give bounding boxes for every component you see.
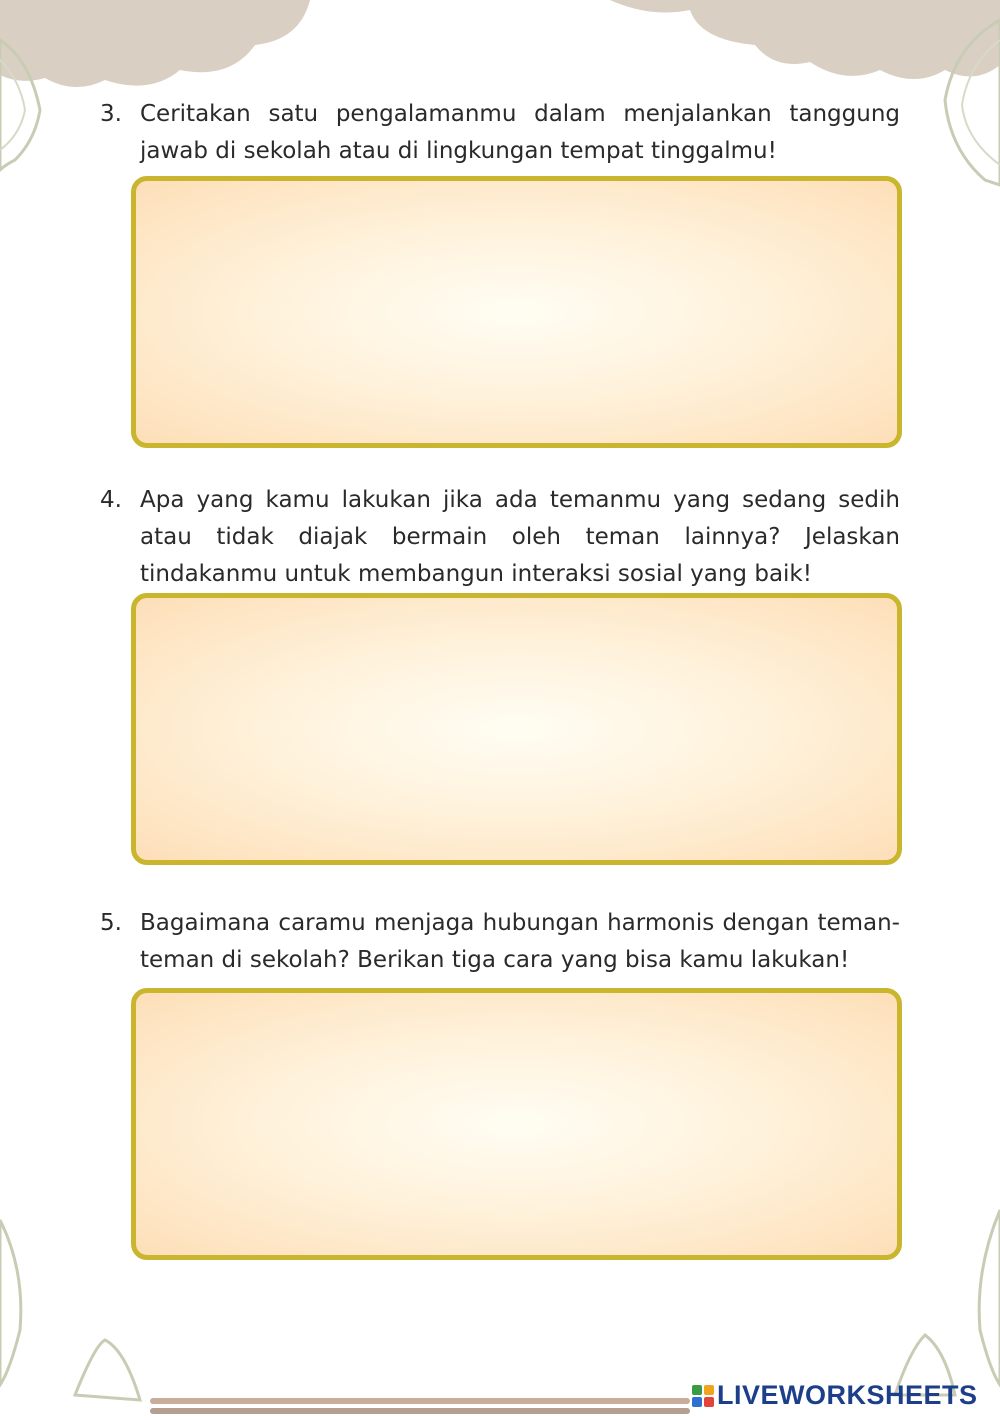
question-text: Bagaimana caramu menjaga hubungan harmonis dengan teman-teman di sekolah? Berikan tiga cara yang bisa kamu lakukan! [140,910,900,973]
liveworksheets-brand [692,1380,978,1411]
question-number: 5. [100,910,122,936]
top-right-leaf-ornament [945,20,1000,185]
question-3 [100,96,900,170]
brand-name: LIVEWORKSHEETS [717,1380,978,1410]
question-text: Apa yang kamu lakukan jika ada temanmu yang sedang sedih atau tidak diajak bermain oleh teman lainnya? Jelaskan tindakanmu untuk membangun interaksi sosial yang baik! [140,487,900,587]
top-left-leaf-ornament [0,40,40,170]
question-4 [100,482,900,593]
bottom-pattern-border [150,1398,690,1414]
question-5 [100,905,900,979]
answer-box-4[interactable] [131,593,902,865]
liveworksheets-logo-icon [692,1385,714,1407]
question-text: Ceritakan satu pengalamanmu dalam menjalankan tanggung jawab di sekolah atau di lingkungan tempat tinggalmu! [140,101,900,164]
answer-box-3[interactable] [131,176,902,448]
question-number: 4. [100,487,122,513]
answer-box-5[interactable] [131,988,902,1260]
top-cloud-ornament-right [610,0,1000,79]
bottom-right-leaf-ornament [979,1210,1000,1385]
top-cloud-ornament [0,0,310,87]
bottom-left-leaf-ornament [0,1220,21,1385]
question-number: 3. [100,101,122,127]
